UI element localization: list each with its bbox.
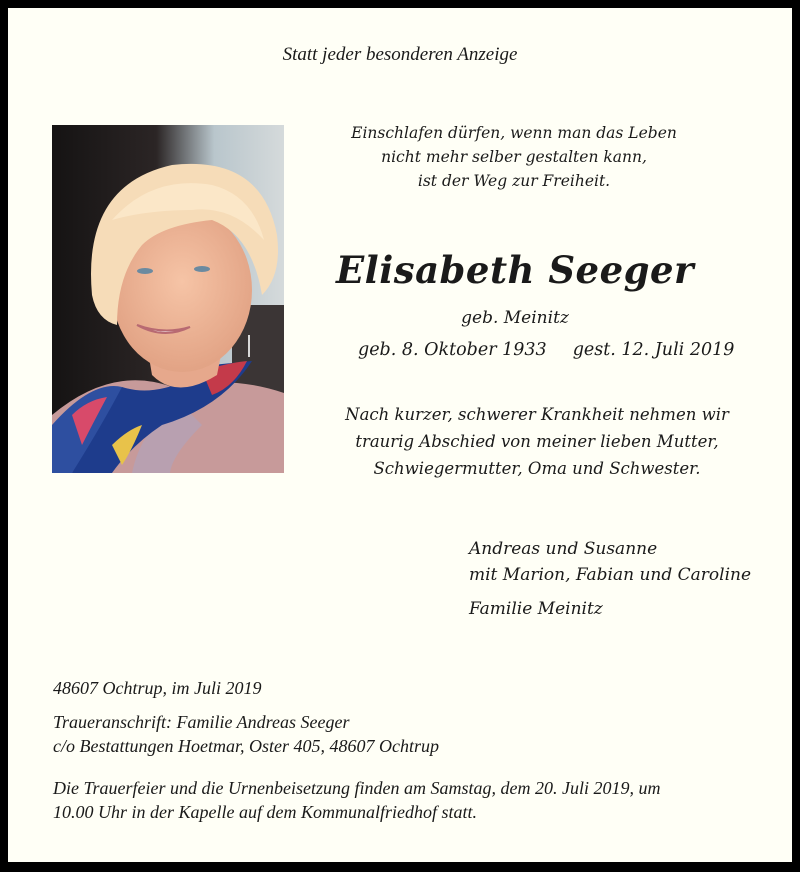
mourning-address xyxy=(53,710,439,758)
mourner-line: Andreas und Susanne xyxy=(469,539,658,559)
obituary-notice xyxy=(8,8,792,862)
notice-header: Statt jeder besonderen Anzeige xyxy=(282,44,518,65)
deceased-name: Elisabeth Seeger xyxy=(335,248,695,292)
motto-line: ist der Weg zur Freiheit. xyxy=(417,172,611,190)
place-date: 48607 Ochtrup, im Juli 2019 xyxy=(53,678,262,698)
motto-line: Einschlafen dürfen, wenn man das Leben xyxy=(351,124,677,142)
portrait-image xyxy=(52,125,284,473)
message-line: Nach kurzer, schwerer Krankheit nehmen wir xyxy=(345,405,729,424)
ceremony-line: 10.00 Uhr in der Kapelle auf dem Kommunalfriedhof statt. xyxy=(53,802,477,822)
maiden-name: geb. Meinitz xyxy=(461,308,569,328)
motto-line: nicht mehr selber gestalten kann, xyxy=(381,148,647,166)
motto-verse xyxy=(350,121,678,193)
birth-date: geb. 8. Oktober 1933 xyxy=(358,340,547,360)
farewell-message xyxy=(340,401,734,482)
ceremony-info xyxy=(53,776,773,824)
message-line: traurig Abschied von meiner lieben Mutter, xyxy=(355,432,719,451)
death-date: gest. 12. Juli 2019 xyxy=(572,340,735,360)
address-line: Traueranschrift: Familie Andreas Seeger xyxy=(53,712,350,732)
address-line: c/o Bestattungen Hoetmar, Oster 405, 48607 Ochtrup xyxy=(53,736,439,756)
mourner-line: mit Marion, Fabian und Caroline xyxy=(469,565,752,585)
life-dates xyxy=(358,340,735,360)
mourners-list xyxy=(469,536,751,622)
mourner-line: Familie Meinitz xyxy=(469,599,603,619)
portrait-photo xyxy=(52,125,284,473)
ceremony-line: Die Trauerfeier und die Urnenbeisetzung finden am Samstag, dem 20. Juli 2019, um xyxy=(53,778,661,798)
message-line: Schwiegermutter, Oma und Schwester. xyxy=(373,459,701,478)
